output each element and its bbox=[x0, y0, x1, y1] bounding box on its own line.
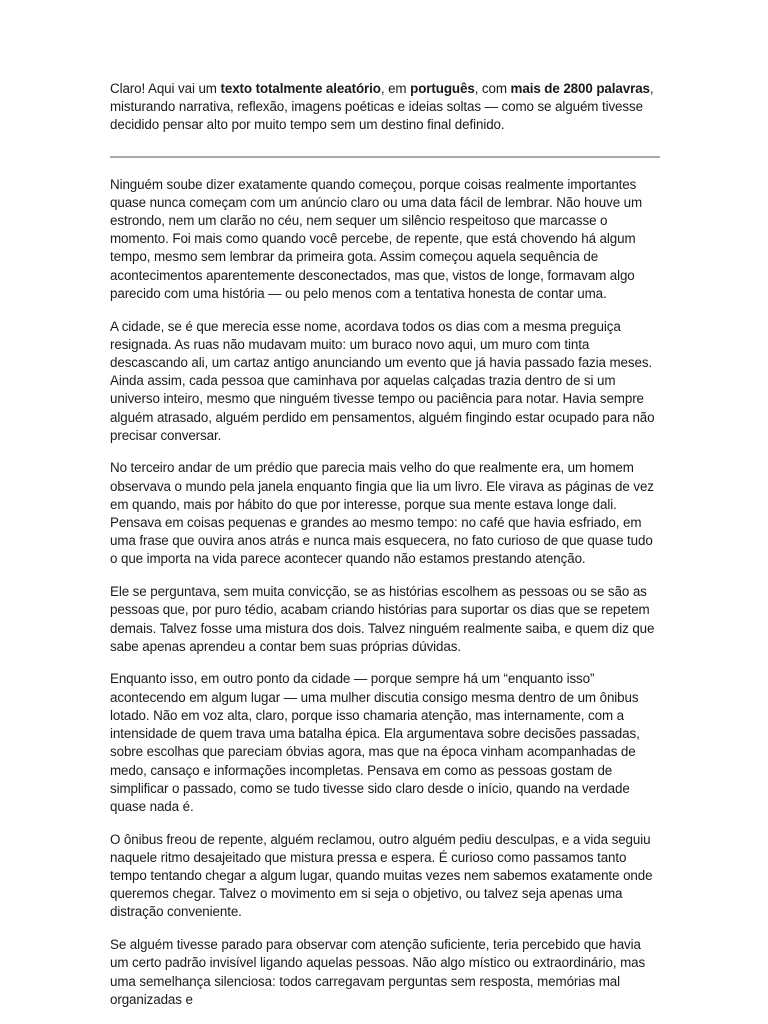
intro-text-3: , com bbox=[474, 81, 511, 96]
body-text bbox=[110, 176, 660, 1009]
body-paragraph: O ônibus freou de repente, alguém reclamou, outro alguém pediu desculpas, e a vida seguiu naquele ritmo desajeitado que mistura pressa e espera. É curioso como passamos tanto tempo tentando chegar a algum lugar, quando muitas vezes nem sabemos exatamente onde queremos chegar. Talvez o movimento em si seja o objetivo, ou talvez seja apenas uma distração conveniente. bbox=[110, 831, 653, 920]
document-page bbox=[110, 80, 660, 1023]
body-paragraph: A cidade, se é que merecia esse nome, acordava todos os dias com a mesma preguiça resignada. As ruas não mudavam muito: um buraco novo aqui, um muro com tinta descascando ali, um cartaz antigo anunciando um evento que já havia passado fazia meses. Ainda assim, cada pessoa que caminhava por aquelas calçadas trazia dentro de si um universo inteiro, mesmo que ninguém tivesse tempo ou paciência para notar. Havia sempre alguém atrasado, alguém perdido em pensamentos, alguém fingindo estar ocupado para não precisar conversar. bbox=[110, 318, 655, 443]
intro-bold-1: texto totalmente aleatório bbox=[220, 81, 381, 96]
body-paragraph: Enquanto isso, em outro ponto da cidade — porque sempre há um “enquanto isso” acontecendo em algum lugar — uma mulher discutia consigo mesma dentro de um ônibus lotado. Não em voz alta, claro, porque isso chamaria atenção, mas internamente, com a intensidade de quem trava uma batalha épica. Ela argumentava sobre decisões passadas, sobre escolhas que pareciam óbvias agora, mas que na época vinham acompanhadas de medo, cansaço e informações incompletas. Pensava em como as pessoas gostam de simplificar o passado, como se tudo tivesse sido claro desde o início, quando na verdade quase nada é. bbox=[110, 671, 640, 814]
intro-text-4: , misturando narrativa, reflexão, imagens poéticas e ideias soltas — como se alguém tivesse decidido pensar alto por muito tempo sem um destino final definido. bbox=[110, 81, 654, 133]
intro-text-2: , em bbox=[380, 81, 411, 96]
body-paragraph: No terceiro andar de um prédio que parecia mais velho do que realmente era, um homem observava o mundo pela janela enquanto fingia que lia um livro. Ele virava as páginas de vez em quando, mais por hábito do que por interesse, porque sua mente estava longe dali. Pensava em coisas pequenas e grandes ao mesmo tempo: no café que havia esfriado, em uma frase que ouvira anos atrás e nunca mais esquecera, no fato curioso de que quase tudo o que importa na vida parece acontecer quando não estamos prestando atenção. bbox=[110, 460, 654, 567]
intro-paragraph bbox=[110, 80, 660, 135]
body-paragraph: Se alguém tivesse parado para observar com atenção suficiente, teria percebido que havia um certo padrão invisível ligando aquelas pessoas. Não algo místico ou extraordinário, mas uma semelhança silenciosa: todos carregavam perguntas sem resposta, memórias mal organizadas e bbox=[110, 937, 646, 1007]
body-paragraph: Ele se perguntava, sem muita convicção, se as histórias escolhem as pessoas ou se são as pessoas que, por puro tédio, acabam criando histórias para suportar os dias que se repetem demais. Talvez fosse uma mistura dos dois. Talvez ninguém realmente saiba, e quem diz que sabe apenas aprendeu a contar bem suas próprias dúvidas. bbox=[110, 584, 655, 654]
intro-bold-2: português bbox=[410, 81, 475, 96]
horizontal-divider bbox=[110, 156, 660, 158]
intro-text-1: Claro! Aqui vai um bbox=[110, 81, 221, 96]
intro-text bbox=[110, 80, 660, 135]
body-paragraph: Ninguém soube dizer exatamente quando começou, porque coisas realmente importantes quase nunca começam com um anúncio claro ou uma data fácil de lembrar. Não houve um estrondo, nem um clarão no céu, nem sequer um silêncio respeitoso que marcasse o momento. Foi mais como quando você percebe, de repente, que está chovendo há algum tempo, mesmo sem lembrar da primeira gota. Assim começou aquela sequência de acontecimentos aparentemente desconectados, mas que, vistos de longe, formavam algo parecido com uma história — ou pelo menos com a tentativa honesta de contar uma. bbox=[110, 176, 643, 301]
intro-bold-3: mais de 2800 palavras bbox=[510, 81, 650, 96]
